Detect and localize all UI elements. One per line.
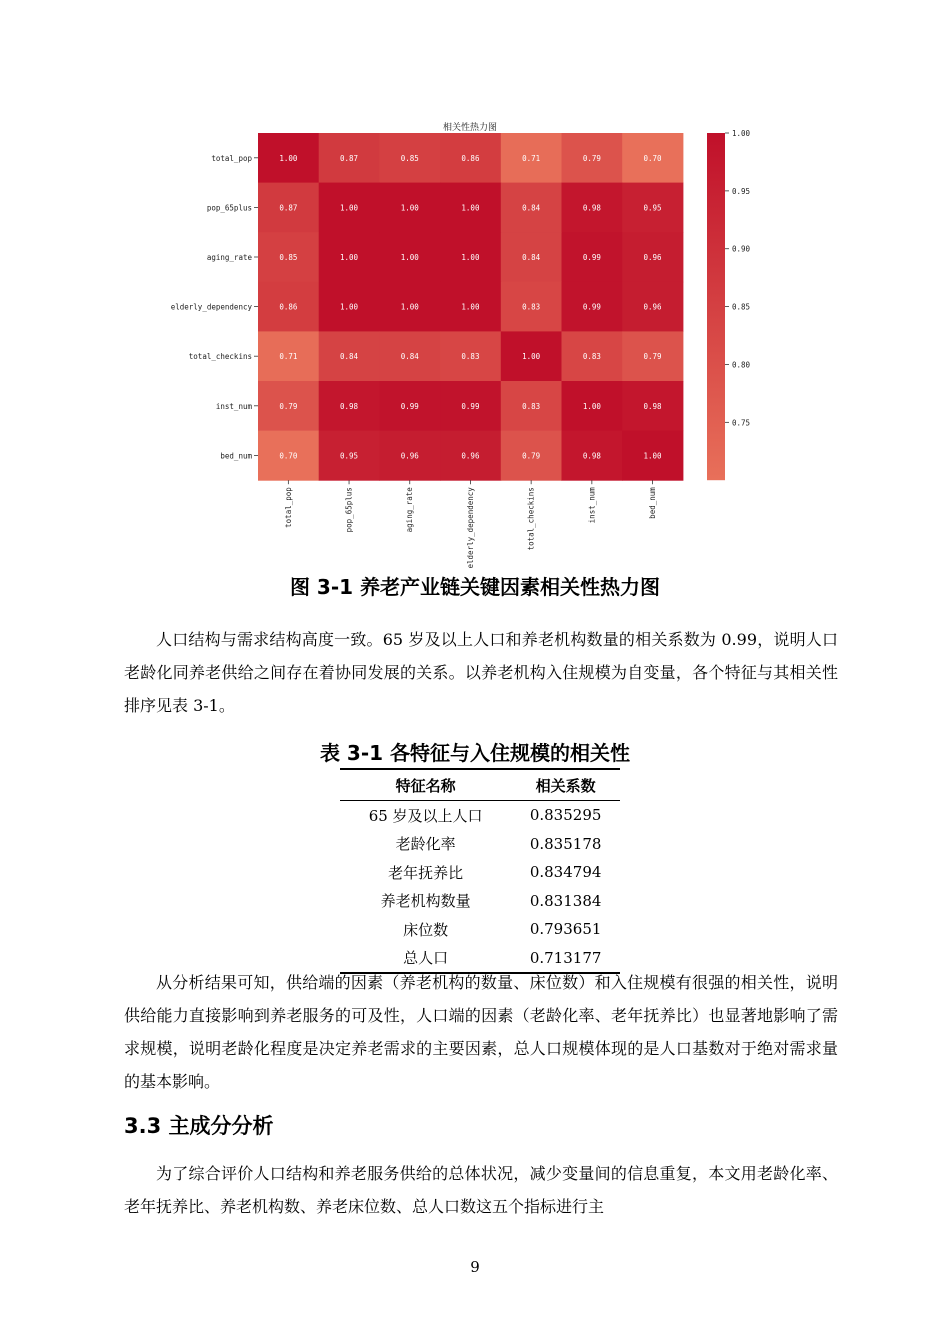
column-header-feature: 特征名称 xyxy=(340,769,511,801)
colorbar xyxy=(707,133,725,480)
x-tick-label: pop_65plus xyxy=(344,487,354,533)
y-tick-label: elderly_dependency xyxy=(170,302,252,312)
cell-value-label: 0.71 xyxy=(522,153,541,163)
cell-value-label: 0.98 xyxy=(582,203,601,213)
cell-value-label: 1.00 xyxy=(400,302,419,312)
x-tick-label: inst_num xyxy=(587,487,597,524)
chart-title: 相关性热力图 xyxy=(442,123,498,133)
cell-value-label: 1.00 xyxy=(400,203,419,213)
coefficient-value: 0.713177 xyxy=(511,944,620,974)
paragraph-1: 人口结构与需求结构高度一致。65 岁及以上人口和养老机构数量的相关系数为 0.99，说明人口老龄化同养老供给之间存在着协同发展的关系。以养老机构入住规模为自变量，各个特征与其相关性排序见表 3-1。 xyxy=(124,630,838,715)
cell-value-label: 0.99 xyxy=(400,401,419,411)
x-tick-label: total_pop xyxy=(283,487,293,528)
cell-value-label: 0.96 xyxy=(461,451,480,461)
cell-value-label: 0.86 xyxy=(279,302,298,312)
cell-value-label: 0.79 xyxy=(279,401,298,411)
cell-value-label: 1.00 xyxy=(340,302,359,312)
cell-value-label: 0.79 xyxy=(582,153,601,163)
cell-value-label: 1.00 xyxy=(522,352,541,362)
feature-name: 床位数 xyxy=(403,920,449,939)
x-tick-label: aging_rate xyxy=(405,487,415,533)
table-row xyxy=(340,858,620,887)
cell-value-label: 0.98 xyxy=(582,451,601,461)
cell-value-label: 0.87 xyxy=(340,153,359,163)
cell-value-label: 1.00 xyxy=(461,253,480,262)
cell-value-label: 0.86 xyxy=(461,153,480,163)
coefficient-value: 0.834794 xyxy=(529,863,602,882)
cell-value-label: 0.79 xyxy=(522,451,541,461)
table-row xyxy=(340,915,620,944)
table-row xyxy=(340,887,620,916)
cell-value-label: 0.83 xyxy=(461,352,480,362)
cell-value-label: 0.71 xyxy=(279,352,298,362)
colorbar-tick-label: 0.90 xyxy=(732,244,751,254)
cell-value-label: 0.99 xyxy=(582,253,601,262)
cell-value-label: 0.98 xyxy=(340,401,359,411)
colorbar-tick-label: 1.00 xyxy=(732,129,751,138)
coefficient-value: 0.835178 xyxy=(529,834,602,853)
cell-value-label: 1.00 xyxy=(279,153,298,163)
figure-caption: 图 3-1 养老产业链关键因素相关性热力图 xyxy=(289,575,661,599)
cell-value-label: 0.70 xyxy=(643,153,662,163)
cell-value-label: 0.79 xyxy=(643,352,662,362)
feature-name: 老龄化率 xyxy=(395,835,456,854)
cell-value-label: 0.84 xyxy=(522,203,541,213)
cell-value-label: 0.70 xyxy=(279,451,298,461)
cell-value-label: 0.84 xyxy=(340,352,359,362)
feature-name: 老年抚养比 xyxy=(388,863,464,882)
cell-value-label: 1.00 xyxy=(461,302,480,312)
table-caption: 表 3-1 各特征与入住规模的相关性 xyxy=(319,741,631,765)
cell-value-label: 0.99 xyxy=(461,401,480,411)
cell-value-label: 0.83 xyxy=(522,401,541,411)
cell-value-label: 0.95 xyxy=(643,203,662,213)
y-tick-label: total_checkins xyxy=(188,352,252,362)
table-row xyxy=(340,830,620,859)
cell-value-label: 0.95 xyxy=(340,451,359,461)
cell-value-label: 0.96 xyxy=(400,451,419,461)
x-tick-label: total_checkins xyxy=(526,487,536,551)
column-header-coefficient: 相关系数 xyxy=(511,769,620,801)
cell-value-label: 1.00 xyxy=(340,253,359,262)
cell-value-label: 0.85 xyxy=(400,153,419,163)
cell-value-label: 1.00 xyxy=(400,253,419,262)
cell-value-label: 0.96 xyxy=(643,253,662,262)
page-number: 9 xyxy=(470,1258,480,1276)
y-tick-label: aging_rate xyxy=(206,253,252,262)
feature-name: 65 岁及以上人口 xyxy=(368,806,483,825)
table-header-row xyxy=(340,769,620,801)
cell-value-label: 1.00 xyxy=(461,203,480,213)
cell-value-label: 1.00 xyxy=(643,451,662,461)
x-tick-label: bed_num xyxy=(648,487,658,519)
cell-value-label: 0.87 xyxy=(279,203,298,213)
cell-value-label: 0.83 xyxy=(522,302,541,312)
feature-name: 养老机构数量 xyxy=(380,892,471,911)
colorbar-tick-label: 0.95 xyxy=(732,186,751,196)
x-tick-label: elderly_dependency xyxy=(465,487,475,569)
cell-value-label: 0.85 xyxy=(279,253,298,262)
cell-value-label: 0.84 xyxy=(522,253,541,262)
section-heading: 3.3 主成分分析 xyxy=(124,1114,274,1138)
correlation-table xyxy=(340,768,620,974)
y-tick-label: total_pop xyxy=(211,153,252,163)
cell-value-label: 0.98 xyxy=(643,401,662,411)
y-tick-label: pop_65plus xyxy=(206,203,252,213)
cell-value-label: 1.00 xyxy=(340,203,359,213)
cell-value-label: 0.84 xyxy=(400,352,419,362)
y-tick-label: bed_num xyxy=(220,451,252,461)
table-row xyxy=(340,801,620,830)
colorbar-tick-label: 0.80 xyxy=(732,360,751,370)
cell-value-label: 1.00 xyxy=(582,401,601,411)
cell-value-label: 0.83 xyxy=(582,352,601,362)
colorbar-tick-label: 0.85 xyxy=(732,302,751,312)
cell-value-label: 0.96 xyxy=(643,302,662,312)
y-tick-label: inst_num xyxy=(215,401,252,411)
paragraph-2: 从分析结果可知，供给端的因素（养老机构的数量、床位数）和入住规模有很强的相关性，说明供给能力直接影响到养老服务的可及性，人口端的因素（老龄化率、老年抚养比）也显著地影响了需求规模，说明老龄化程度是决定养老需求的主要因素，总人口规模体现的是人口基数对于绝对需求量的基本影响。 xyxy=(124,973,838,1091)
colorbar-tick-label: 0.75 xyxy=(732,418,751,428)
cell-value-label: 0.99 xyxy=(582,302,601,312)
coefficient-value: 0.831384 xyxy=(529,891,602,910)
feature-name: 总人口 xyxy=(340,944,511,974)
correlation-heatmap xyxy=(140,110,820,570)
coefficient-value: 0.835295 xyxy=(529,806,602,825)
coefficient-value: 0.793651 xyxy=(529,920,602,939)
paragraph-3: 为了综合评价人口结构和养老服务供给的总体状况，减少变量间的信息重复，本文用老龄化率、老年抚养比、养老机构数、养老床位数、总人口数这五个指标进行主 xyxy=(124,1164,838,1216)
heatmap-svg xyxy=(140,110,820,570)
